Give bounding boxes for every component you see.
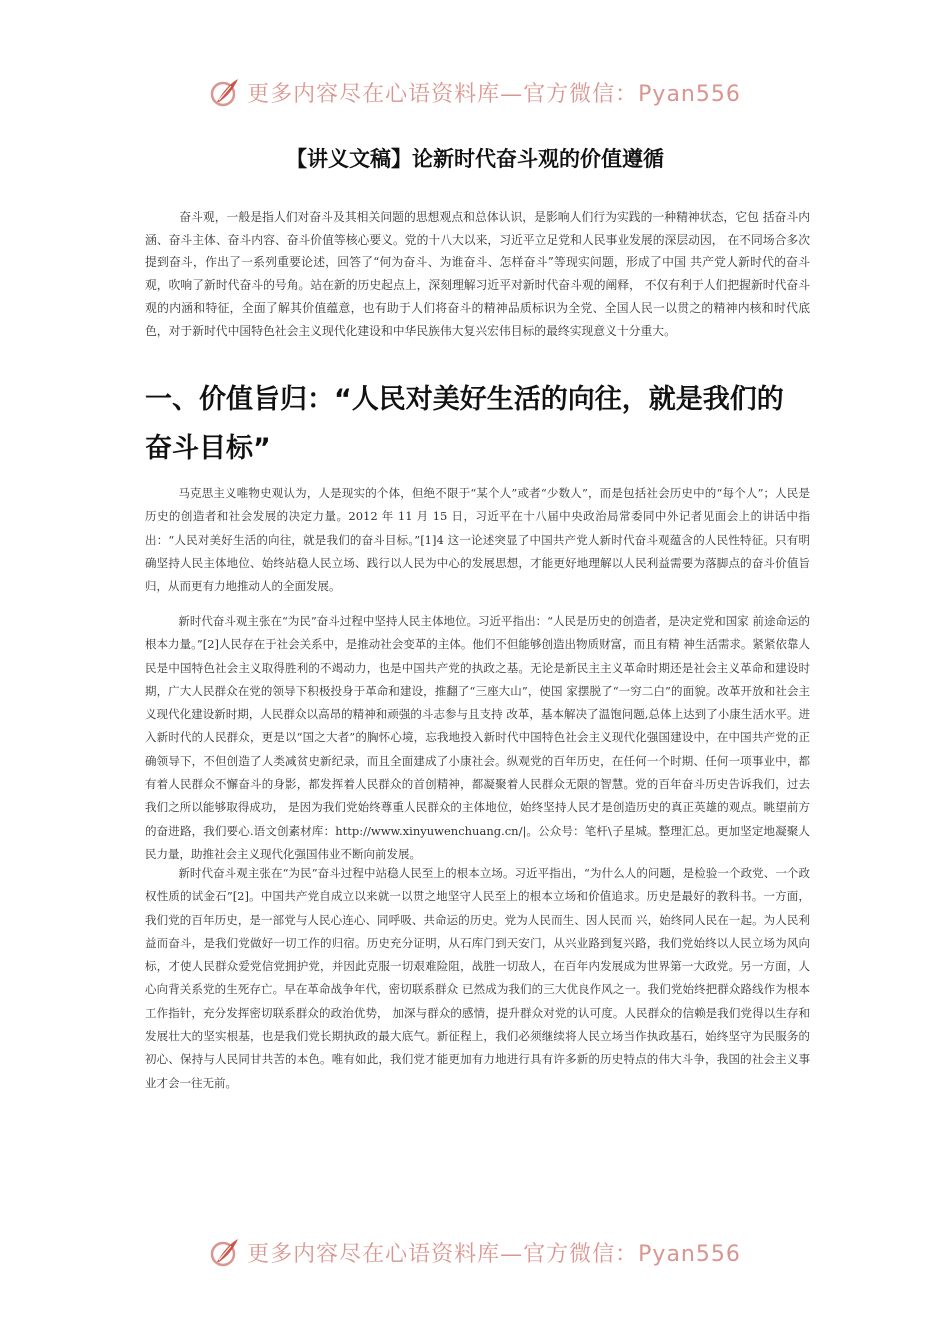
section-1-para-3-block — [145, 862, 810, 1095]
quill-pen-logo-icon — [209, 76, 241, 108]
watermark-text: 更多内容尽在心语资料库—官方微信：Pyan556 — [247, 81, 741, 107]
intro-paragraph: 奋斗观，一般是指人们对奋斗及其相关问题的思想观点和总体认识，是影响人们行为实践的一种精神状态，它包 括奋斗内涵、奋斗主体、奋斗内容、奋斗价值等核心要义。党的十八大以来，习近平立足党和人民事业发展的深层动因， 在不同场合多次提到奋斗，作出了一系列重要论述，回答了“何为奋斗、为谁奋斗、怎样奋斗”等现实问题，形成了中国 共产党人新时代的奋斗观，吹响了新时代奋斗的号角。站在新的历史起点上，深刻理解习近平对新时代奋斗观的阐释， 不仅有利于人们把握新时代奋斗观的内涵和特征，全面了解其价值蕴意，也有助于人们将奋斗的精神品质标识为全党、全国人民一以贯之的精神内核和时代底色，对于新时代中国特色社会主义现代化建设和中华民族伟大复兴宏伟目标的最终实现意义十分重大。 — [145, 210, 810, 338]
section-1-heading: 一、价值旨归：“人民对美好生活的向往，就是我们的奋斗目标” — [145, 384, 784, 464]
quill-pen-logo-icon — [209, 1236, 241, 1268]
section-1-paragraph: 马克思主义唯物史观认为，人是现实的个体，但绝不限于“某个人”或者“少数人”，而是包括社会历史中的“每个人”；人民是历史的创造者和社会发展的决定力量。2012 年 11 月 15 日，习近平在十八届中央政治局常委同中外记者见面会上的讲话中指出：“人民对美好生活的向往，就是我们的奋斗目标。”[1]4 这一论述突显了中国共产党人新时代奋斗观蕴含的人民性特征。只有明确坚持人民主体地位、始终站稳人民立场、践行以人民为中心的发展思想，才能更好地理解以人民利益需要为落脚点的奋斗价值旨归，从而更有力地推动人的全面发展。 — [145, 486, 810, 594]
section-1-para-1-block — [145, 482, 810, 598]
intro-block — [145, 206, 810, 342]
footer-watermark — [0, 1232, 950, 1272]
watermark-text: 更多内容尽在心语资料库—官方微信：Pyan556 — [247, 1241, 741, 1267]
section-1-paragraph: 新时代奋斗观主张在“为民”奋斗过程中坚持人民主体地位。习近平指出：“人民是历史的创造者，是决定党和国家 前途命运的根本力量。”[2]人民存在于社会关系中，是推动社会变革的主体。他们不但能够创造出物质财富，而且有精 神生活需求。紧紧依靠人民是中国特色社会主义取得胜利的不竭动力，也是中国共产党的执政之基。无论是新民主主义革命时期还是社会主义革命和建设时期，广大人民群众在党的领导下积极投身于革命和建设，推翻了“三座大山”，使国 家摆脱了“一穷二白”的面貌。改革开放和社会主义现代化建设新时期，人民群众以高昂的精神和顽强的斗志参与且支持 改革，基本解决了温饱问题,总体上达到了小康生活水平。进入新时代的人民群众，更是以“国之大者”的胸怀心境，忘我地投入新时代中国特色社会主义现代化强国建设中，在中国共产党的正确领导下，不但创造了人类减贫史新纪录，而且全面建成了小康社会。纵观党的百年历史，在任何一个时期、任何一项事业中，都有着人民群众不懈奋斗的身影，都发挥着人民群众的首创精神，都凝聚着人民群众无限的智慧。党的百年奋斗历史告诉我们，过去我们之所以能够取得成功， 是因为我们党始终尊重人民群众的主体地位，始终坚持人民才是创造历史的真正英雄的观点。眺望前方的奋进路，我们要心.语文创素材库：http://www.xinyuwenchuang.cn/|。公众号：笔杆\子星城。整理汇总。更加坚定地凝聚人民力量，助推社会主义现代化强国伟业不断向前发展。 — [145, 614, 810, 861]
section-1-para-2-block — [145, 610, 810, 866]
section-1-paragraph: 新时代奋斗观主张在“为民”奋斗过程中站稳人民至上的根本立场。习近平指出，“为什么人的问题，是检验一个政党、一个政权性质的试金石”[2]。中国共产党自成立以来就一以贯之地坚守人民至上的根本立场和价值追求。历史是最好的教科书。一方面，我们党的百年历史，是一部党与人民心连心、同呼吸、共命运的历史。党为人民而生、因人民而 兴，始终同人民在一起。为人民利益而奋斗，是我们党做好一切工作的归宿。历史充分证明，从石库门到天安门，从兴业路到复兴路，我们党始终以人民立场为风向标，才使人民群众爱党信党拥护党，并因此克服一切艰难险阻，战胜一切敌人，在百年内发展成为世界第一大政党。另一方面，人心向背关系党的生死存亡。早在革命战争年代，密切联系群众 已然成为我们的三大优良作风之一。我们党始终把群众路线作为根本工作指针，充分发挥密切联系群众的政治优势， 加深与群众的感情，提升群众对党的认可度。人民群众的信赖是我们党得以生存和发展壮大的坚实根基，也是我们党长期执政的最大底气。新征程上，我们必须继续将人民立场当作执政基石，始终坚守为民服务的初心、保持与人民同甘共苦的本色。唯有如此，我们党才能更加有力地进行具有许多新的历史特点的伟大斗争，我国的社会主义事业才会一往无前。 — [145, 866, 810, 1090]
document-title: 【讲义文稿】论新时代奋斗观的价值遵循 — [286, 147, 664, 171]
header-watermark — [0, 72, 950, 112]
